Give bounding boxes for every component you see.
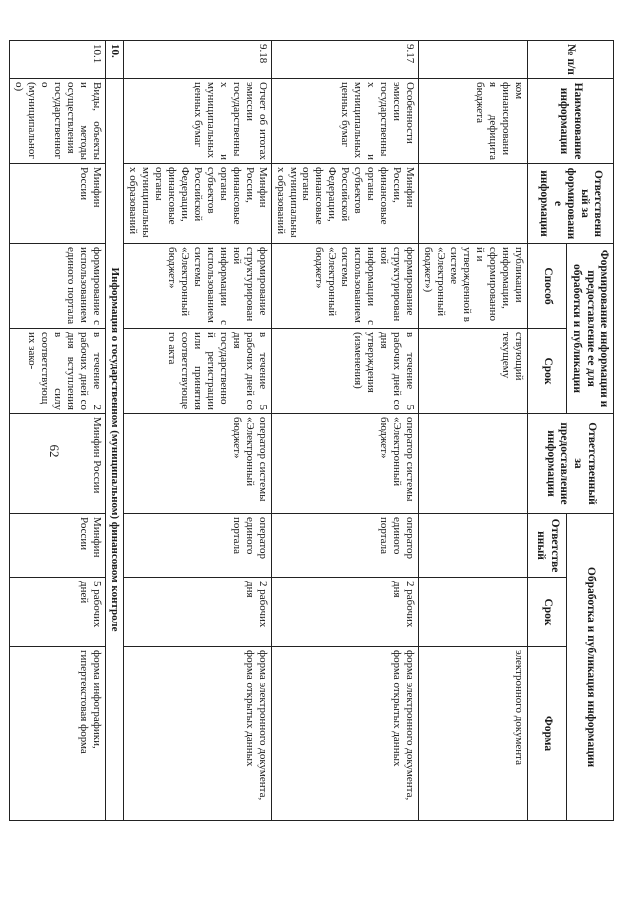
cell-resp-form — [419, 164, 528, 244]
header-form: Форма — [528, 647, 567, 821]
cell-method: формирование структурированной информации с использованием системы «Электронный бюджет» — [271, 244, 419, 329]
section-num: 10. — [105, 41, 123, 79]
cell-num: 9.18 — [123, 41, 271, 79]
cell-form: форма электронного документа, форма открытых данных — [123, 647, 271, 821]
cell-term: в течение 5 рабочих дней со дня утверждения (изменения) — [271, 329, 419, 414]
cell-resp-provide: оператор системы «Электронный бюджет» — [123, 414, 271, 514]
page-number: 62 — [47, 444, 62, 458]
header-name: Наименование информации — [528, 79, 614, 164]
cell-term: ствующий текущему — [419, 329, 528, 414]
cell-resp-provide: Минфин России — [10, 414, 106, 514]
cell-resp-form: Минфин России — [10, 164, 106, 244]
table-row — [10, 41, 106, 821]
cell-method: формирование с использованием единого портала — [10, 244, 106, 329]
cell-resp2: оператор единого портала — [271, 514, 419, 578]
cell-term2: 5 рабочих дней — [10, 578, 106, 647]
cell-term2: 2 рабочих дня — [123, 578, 271, 647]
header-term: Срок — [528, 329, 567, 414]
cell-num — [419, 41, 528, 79]
cell-term2 — [419, 578, 528, 647]
cell-name: Особенности эмиссии государственных и муниципальных ценных бумаг — [271, 79, 419, 164]
cell-resp-form: Минфин России, финансовые органы субъектов Российской Федерации, финансовые органы муниципальных образований — [123, 164, 271, 244]
cell-num: 9.17 — [271, 41, 419, 79]
table-row — [271, 41, 419, 821]
header-method: Способ — [528, 244, 567, 329]
header-resp: Ответственный — [528, 514, 567, 578]
cell-name: ком финансирования дефицита бюджета — [419, 79, 528, 164]
cell-form: форма инфографики, гипертекстовая форма — [10, 647, 106, 821]
cell-term: в течение 5 рабочих дней со дня государственной регистрации или принятия соответствующего акта — [123, 329, 271, 414]
cell-term2: 2 рабочих дня — [271, 578, 419, 647]
cell-form: электронного документа — [419, 647, 528, 821]
header-processing-group: Обработка и публикация информации — [567, 514, 614, 821]
cell-name: Виды, объекты и методы осуществления государственного (муниципального) — [10, 79, 106, 164]
header-resp-provide: Ответственный за предоставление информации — [528, 414, 614, 514]
cell-method: формирование структурированной информации с использованием системы «Электронный бюджет» — [123, 244, 271, 329]
header-formation-group: Формирование информации и предоставление ее для обработки и публикации — [567, 244, 614, 414]
cell-name: Отчет об итогах эмиссии государственных и муниципальных ценных бумаг — [123, 79, 271, 164]
header-term2: Срок — [528, 578, 567, 647]
header-num: № п/п — [528, 41, 614, 79]
cell-form: форма электронного документа, форма открытых данных — [271, 647, 419, 821]
cell-term: в течение 2 рабочих дней со дня вступления в силу соответствующих зако- — [10, 329, 106, 414]
header-resp-form: Ответственный за формирование информации — [528, 164, 614, 244]
cell-resp-provide — [419, 414, 528, 514]
section-row — [105, 41, 123, 821]
cell-resp2 — [419, 514, 528, 578]
cell-resp-provide: оператор системы «Электронный бюджет» — [271, 414, 419, 514]
cell-num: 10.1 — [10, 41, 106, 79]
cell-method: публикации информации, сформированной и утвержденной в системе «Электронный бюджет») — [419, 244, 528, 329]
cell-resp-form: Минфин России, финансовые органы субъектов Российской Федерации, финансовые органы муниципальных образований — [271, 164, 419, 244]
information-table — [9, 40, 614, 821]
table-row — [419, 41, 528, 821]
table-row — [123, 41, 271, 821]
cell-resp2: оператор единого портала — [123, 514, 271, 578]
section-title: Информация о государственном (муниципальном) финансовом контроле — [105, 79, 123, 821]
cell-resp2: Минфин России — [10, 514, 106, 578]
